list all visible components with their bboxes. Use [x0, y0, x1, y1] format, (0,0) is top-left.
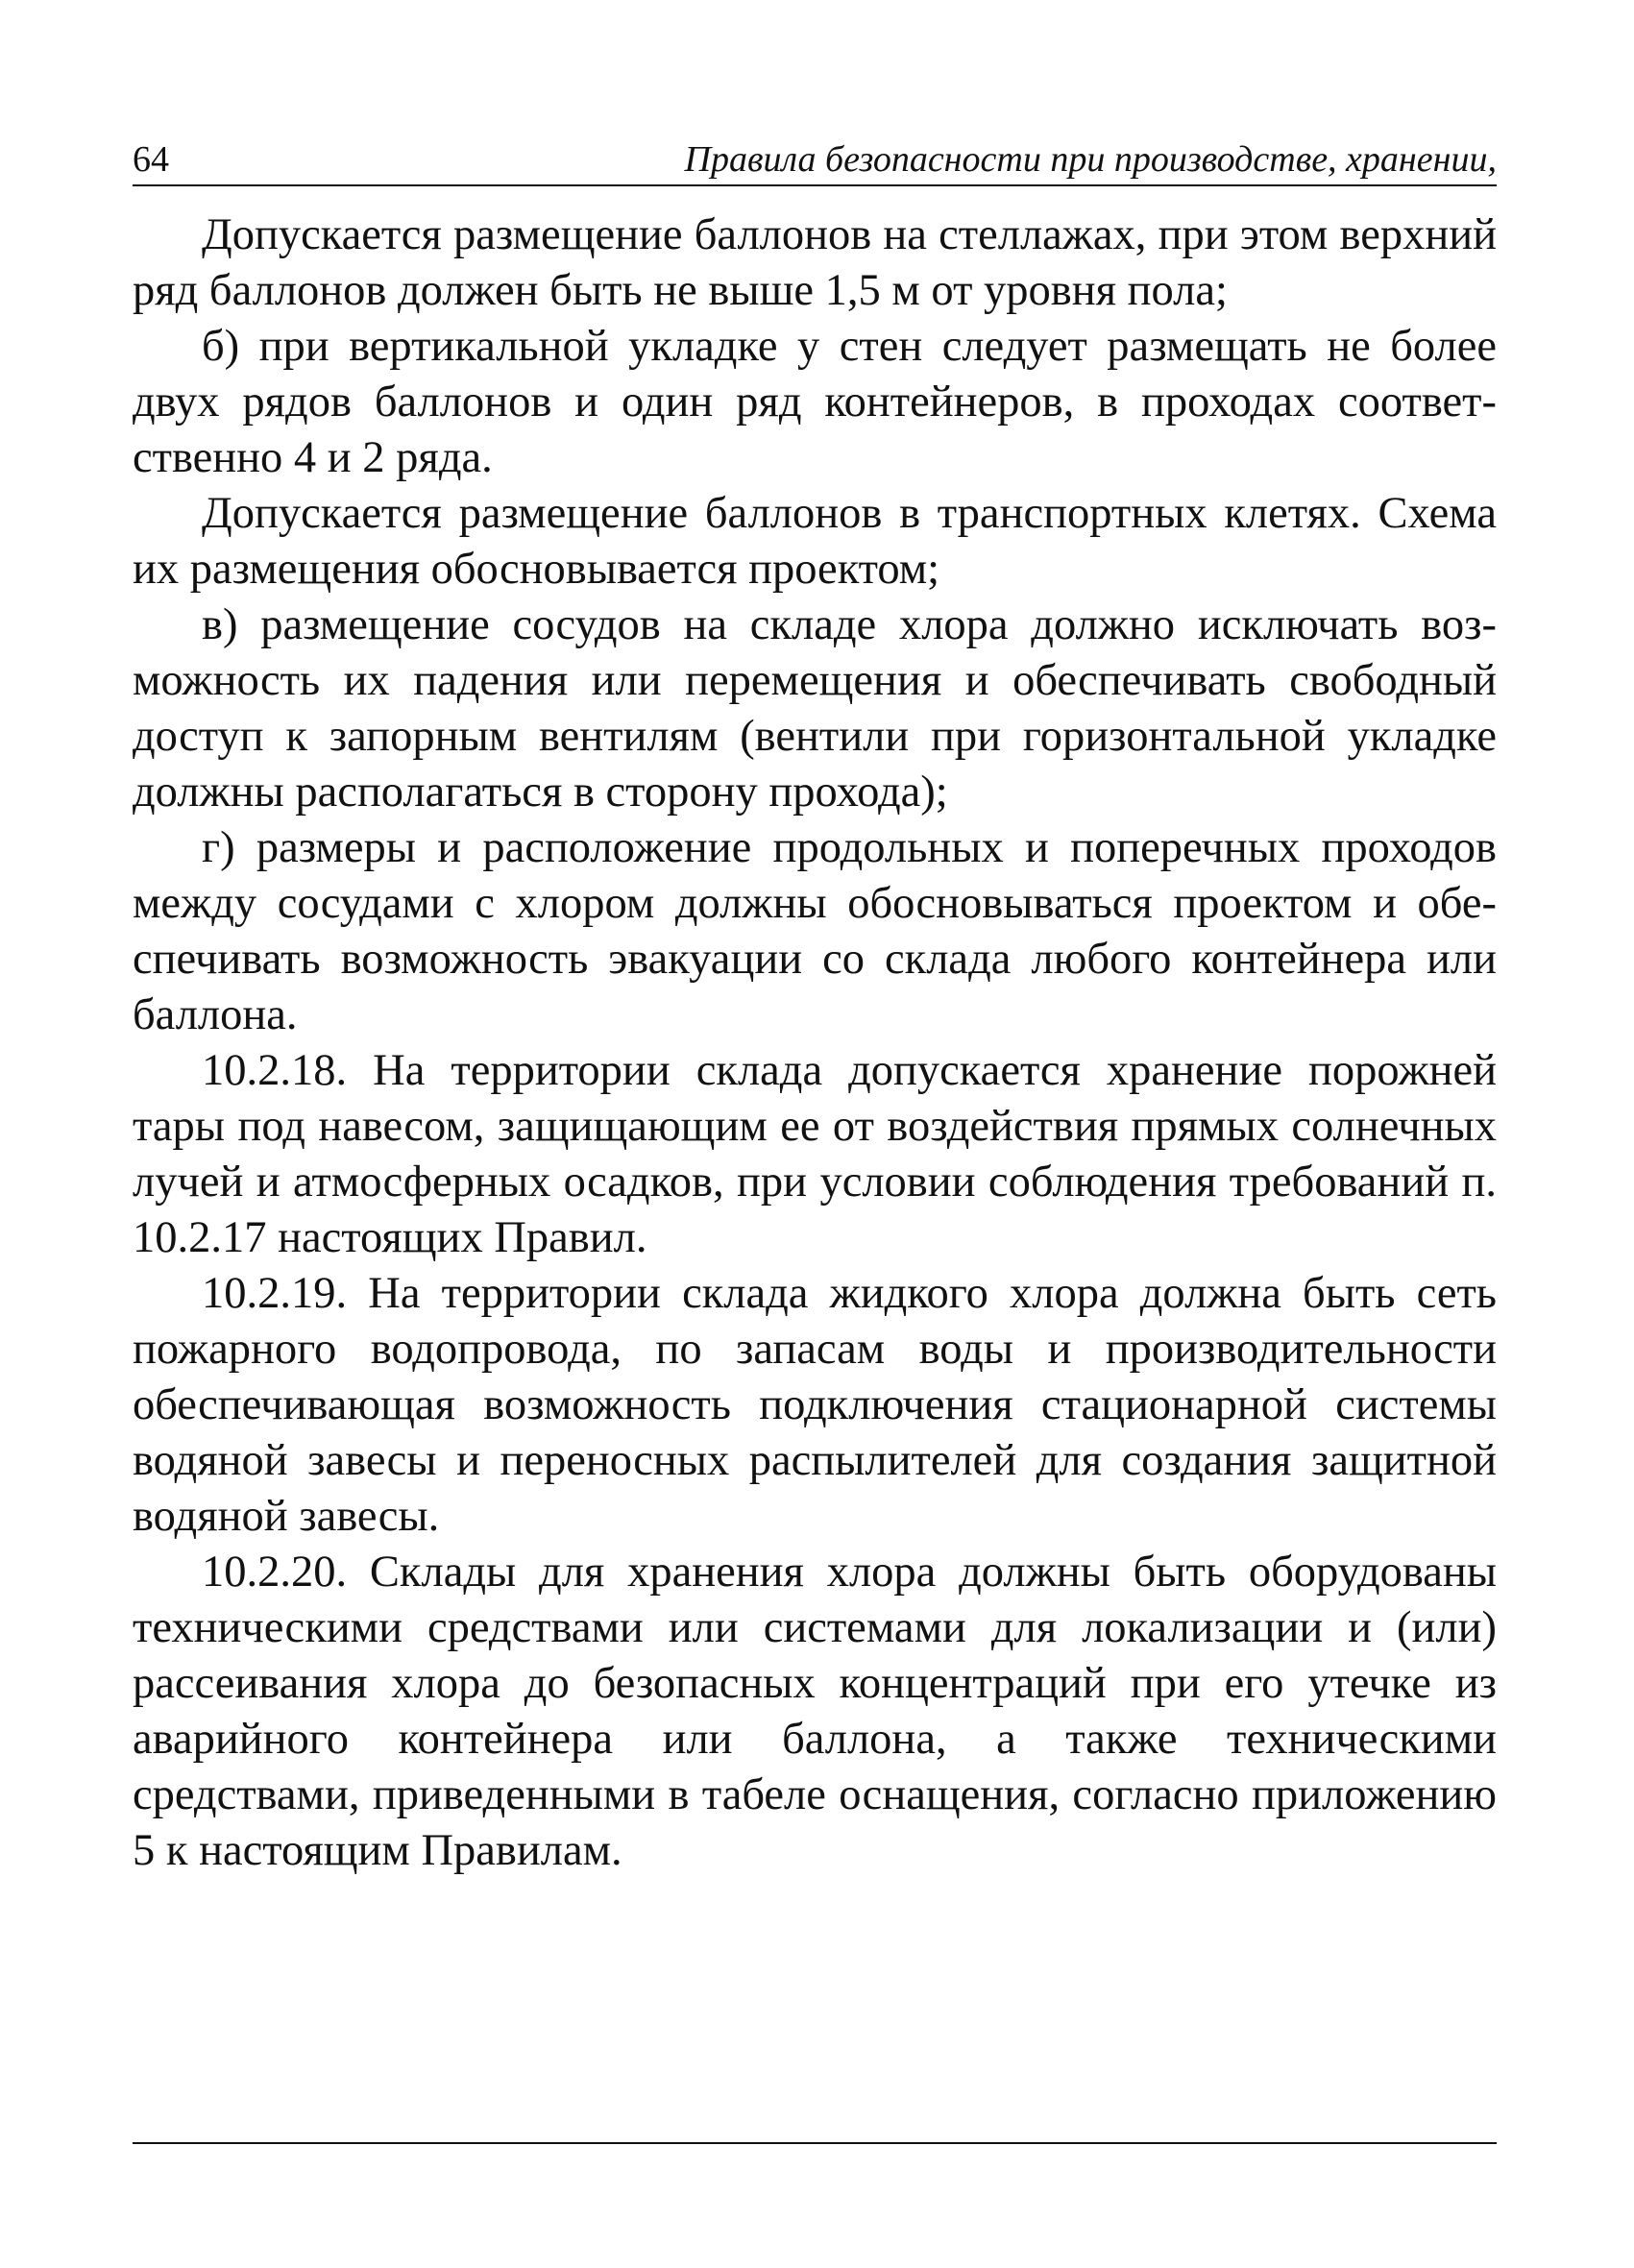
paragraph-item-g: г) размеры и расположение продольных и поперечных проходов между сосудами с хлором должны обосновываться проектом и обеспечивать возможность эвакуации со склада любого контейнера или баллона. [133, 823, 1497, 1039]
paragraph-item-v: в) размещение сосудов на складе хлора должно исключать возможность их падения или перемещения и обеспечивать свободный доступ к запорным вентилям (вентили при горизонтальной укладке должны располагаться в сторону прохода); [133, 600, 1497, 817]
page-header [133, 134, 1497, 186]
paragraph-10-2-20: 10.2.20. Склады для хранения хлора должны быть оборудованы техническими средствами или системами для локализации и (или) рассеивания хлора до безопасных концентраций при его утечке из аварийного контейнера или баллона, а также техническими средствами, приведенными в табеле оснащения, согласно приложению 5 к настоящим Правилам. [133, 1548, 1497, 1875]
paragraph-item-b: б) при вертикальной укладке у стен следует размещать не более двух рядов баллонов и один ряд контейнеров, в проходах соответственно 4 и 2 ряда. [133, 322, 1497, 482]
page-number: 64 [133, 139, 169, 180]
paragraph-10-2-18: 10.2.18. На территории склада допускается хранение порожней тары под навесом, защищающим ее от воздействия прямых солнечных лучей и атмосферных осадков, при условии соблюдения требований п. 10.2.17 настоящих Правил. [133, 1046, 1497, 1262]
paragraph-10-2-19: 10.2.19. На территории склада жидкого хлора должна быть сеть пожарного водопровода, по запасам воды и производительности обеспечивающая возможность подключения стационарной системы водяной завесы и переносных распылителей для создания защитной водяной завесы. [133, 1269, 1497, 1541]
footer-rule [133, 2142, 1497, 2144]
running-title: Правила безопасности при производстве, хранении, [684, 139, 1497, 180]
paragraph-transport-cages: Допускается размещение баллонов в транспортных клетях. Схема их размещения обосновывается проектом; [133, 489, 1497, 594]
body-text [133, 207, 1497, 1879]
paragraph-shelving: Допускается размещение баллонов на стеллажах, при этом верхний ряд баллонов должен быть не выше 1,5 м от уровня пола; [133, 210, 1497, 315]
